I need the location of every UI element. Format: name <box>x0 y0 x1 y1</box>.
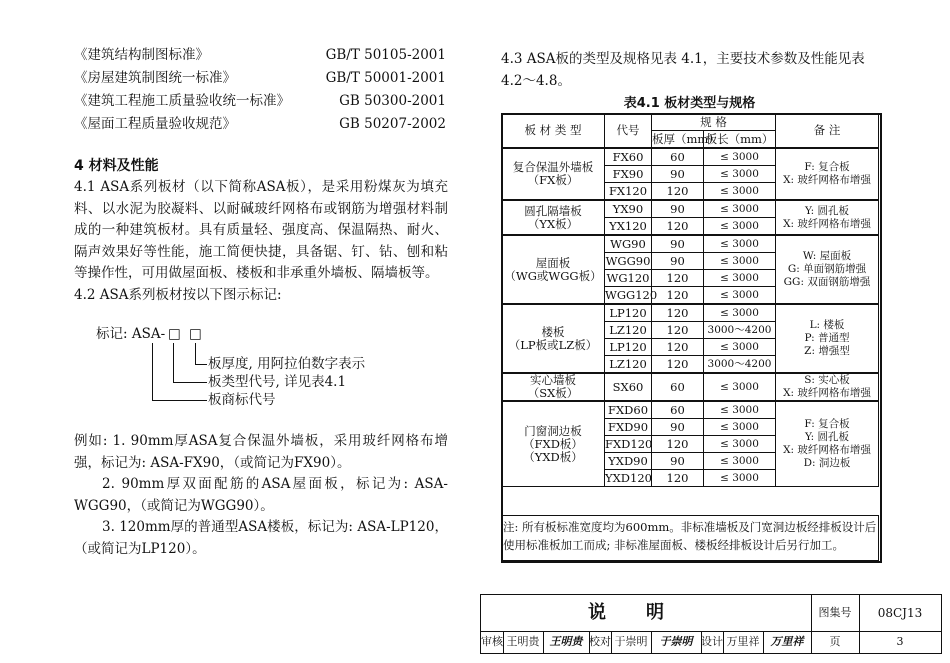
cell-note <box>776 304 879 373</box>
board-type-line: 门窗洞边板 <box>524 423 582 438</box>
header-spec: 规 格 <box>652 114 776 131</box>
cell-code: YXD120 <box>605 470 652 485</box>
board-type-line: 圆孔隔墙板 <box>524 203 582 218</box>
table-row <box>502 148 879 166</box>
cell-thickness: 90 <box>652 453 704 470</box>
note-line: P: 普通型 <box>804 332 850 344</box>
designer-name: 万里祥 <box>726 635 760 648</box>
marking-vendor-text: 板商标代号 <box>208 392 276 408</box>
cell-thickness: 120 <box>652 218 704 236</box>
cell-thickness: 90 <box>652 200 704 218</box>
reviewer-name: 王明贵 <box>506 635 540 648</box>
cell-length: ≤ 3000 <box>704 148 776 166</box>
board-type-line: （WG或WGG板） <box>504 268 602 283</box>
cell-code: FXD90 <box>605 419 652 436</box>
leader-line <box>195 364 207 365</box>
paragraph-4-2 <box>74 285 448 307</box>
cell-board-type <box>502 304 605 373</box>
standard-name: 《建筑结构制图标准》 <box>74 47 209 63</box>
board-type-line: （SX板） <box>527 386 579 400</box>
note-line: Y: 圆孔板 <box>804 431 849 443</box>
spec-table <box>501 113 879 487</box>
leader-line <box>152 343 153 401</box>
paragraph-text: 4.2 ASA系列板材按以下图示标记: <box>74 287 282 303</box>
cell-length: ≤ 3000 <box>704 470 776 487</box>
note-line: F: 复合板 <box>804 161 850 173</box>
note-line: X: 玻纤网格布增强 <box>783 387 871 399</box>
cell-code: LZ120 <box>605 356 652 374</box>
example-3 <box>74 517 448 560</box>
cell-code: LZ120 <box>605 322 652 339</box>
cell-length: ≤ 3000 <box>704 401 776 419</box>
cell-code: SX60 <box>605 373 652 401</box>
cell-board-type <box>502 200 605 235</box>
header-note: 备 注 <box>776 114 879 149</box>
leader-line <box>195 343 196 365</box>
marking-type-text: 板类型代号, 详见表4.1 <box>208 374 347 390</box>
cell-length: ≤ 3000 <box>704 304 776 322</box>
cell-length: ≤ 3000 <box>704 270 776 287</box>
cell-thickness: 120 <box>652 287 704 305</box>
table-row <box>502 373 879 401</box>
standard-name: 《建筑工程施工质量验收统一标准》 <box>74 93 290 109</box>
note-line: F: 复合板 <box>804 418 850 430</box>
board-type-line: 屋面板 <box>535 255 571 270</box>
note-line: G: 单面钢筋增强 <box>787 263 867 275</box>
example-text: 例如: 1. 90mm厚ASA复合保温外墙板，采用玻纤网格布增强，标记为: ASA-FX90，（或简记为FX90）。 <box>74 433 448 471</box>
cell-code: WG120 <box>605 270 652 287</box>
cell-thickness: 120 <box>652 183 704 201</box>
board-type-line: （LP板或LZ板） <box>508 337 598 352</box>
note-line: L: 楼板 <box>809 319 845 331</box>
standard-item <box>74 113 446 135</box>
cell-thickness: 120 <box>652 470 704 487</box>
header-thickness: 板厚（mm） <box>652 131 704 149</box>
cell-note <box>776 401 879 487</box>
review-label: 审核 <box>481 635 503 648</box>
note-line: X: 玻纤网格布增强 <box>783 217 871 230</box>
cell-thickness: 90 <box>652 166 704 183</box>
reviewer-signature: 王明贵 <box>549 635 583 648</box>
table-row <box>502 200 879 218</box>
cell-length: ≤ 3000 <box>704 373 776 401</box>
cell-code: FXD120 <box>605 436 653 451</box>
cell-board-type <box>502 401 605 487</box>
cell-code: LP120 <box>605 339 652 356</box>
cell-length: ≤ 3000 <box>704 436 776 453</box>
note-line: S: 实心板 <box>804 374 850 386</box>
cell-note <box>776 200 879 235</box>
cell-thickness: 120 <box>652 339 704 356</box>
example-text: 2. 90mm厚双面配筋的ASA屋面板，标记为: ASA-WGG90，（或简记为WGG90）。 <box>74 476 448 514</box>
cell-code: FX60 <box>605 148 652 166</box>
note-line: W: 屋面板 <box>802 250 852 262</box>
cell-thickness: 60 <box>652 148 704 166</box>
note-line: X: 玻纤网格布增强 <box>783 444 871 456</box>
marking-box-2: □ <box>189 326 202 342</box>
table-row <box>502 235 879 253</box>
cell-note <box>776 373 879 401</box>
standard-item <box>74 90 446 112</box>
cell-code: WGG120 <box>605 287 652 305</box>
header-type: 板 材 类 型 <box>502 114 605 149</box>
cell-note <box>776 148 879 200</box>
standard-name: 《房屋建筑制图统一标准》 <box>74 70 236 86</box>
title-block <box>480 594 942 654</box>
note-line: X: 玻纤网格布增强 <box>783 174 871 186</box>
cell-code: FXD60 <box>605 401 652 419</box>
cell-thickness: 60 <box>652 401 704 419</box>
paragraph-text: 4.1 ASA系列板材（以下简称ASA板），是采用粉煤灰为填充料、以水泥为胶凝料、以耐碱玻纤网格布或钢筋为增强材料制成的一种建筑板材。具有质量轻、强度高、保温隔热、耐火、隔声效果好等性能，施工简便快捷，具备锯、钉、钻、刨和粘等操作性，可用做屋面板、楼板和非承重外墙板、隔墙板等。 <box>74 179 448 281</box>
cell-note <box>776 235 879 304</box>
cell-board-type <box>502 148 605 200</box>
cell-length: ≤ 3000 <box>704 200 776 218</box>
cell-thickness: 90 <box>652 235 704 253</box>
cell-thickness: 120 <box>652 270 704 287</box>
note-line: D: 洞边板 <box>803 457 851 469</box>
cell-length: ≤ 3000 <box>704 218 776 236</box>
cell-length: ≤ 3000 <box>704 166 776 183</box>
board-type-line: 复合保温外墙板 <box>512 160 594 174</box>
cell-thickness: 120 <box>652 436 704 453</box>
standard-code: GB/T 50001-2001 <box>325 70 446 86</box>
cell-length: ≤ 3000 <box>704 183 776 201</box>
table-row <box>502 304 879 322</box>
design-label: 设计 <box>701 635 723 648</box>
header-length: 板长（mm） <box>704 131 776 149</box>
note-line: Y: 圆孔板 <box>804 204 849 217</box>
atlas-number: 08CJ13 <box>877 606 923 620</box>
example-2 <box>74 474 448 517</box>
leader-line <box>173 343 174 383</box>
cell-code: LP120 <box>605 304 652 322</box>
board-type-line: （FX板） <box>527 173 579 187</box>
cell-length: ≤ 3000 <box>704 287 776 305</box>
cell-length: ≤ 3000 <box>704 419 776 436</box>
cell-code: YX120 <box>605 218 652 236</box>
cell-thickness: 120 <box>652 356 704 374</box>
standard-item <box>74 67 446 89</box>
table-note: 注: 所有板标准宽度均为600mm。非标准墙板及门宽洞边板经排板设计后使用标准板加工而成; 非标准屋面板、楼板经排板设计后另行加工。 <box>501 515 879 561</box>
table-caption: 表4.1 板材类型与规格 <box>623 96 756 111</box>
atlas-label: 图集号 <box>818 606 852 619</box>
note-line: GG: 双面钢筋增强 <box>783 276 871 288</box>
section-4-3: 4.3 ASA板的类型及规格见表 4.1，主要技术参数及性能见表4.2～4.8。 <box>501 51 865 89</box>
cell-length: ≤ 3000 <box>704 253 776 270</box>
cell-code: WG90 <box>605 235 652 253</box>
page-number: 3 <box>896 635 904 648</box>
checker-name: 于崇明 <box>614 635 648 648</box>
cell-length: ≤ 3000 <box>704 339 776 356</box>
board-type-line: 实心墙板 <box>530 373 576 387</box>
cell-code: WGG90 <box>605 253 651 268</box>
check-label: 校对 <box>589 635 611 648</box>
cell-code: YX90 <box>605 200 652 218</box>
leader-line <box>152 400 207 401</box>
cell-thickness: 60 <box>652 373 704 401</box>
cell-length: ≤ 3000 <box>704 235 776 253</box>
board-type-line: （YX板） <box>527 216 579 231</box>
example-1 <box>74 431 448 474</box>
section-heading: 4 材料及性能 <box>74 158 159 174</box>
paragraph-4-1 <box>74 177 448 285</box>
leader-line <box>173 382 207 383</box>
cell-code: FX120 <box>605 183 652 201</box>
marking-box-1: □ <box>168 326 181 342</box>
marking-label: 标记: ASA- <box>96 326 166 342</box>
standard-code: GB/T 50105-2001 <box>325 47 446 63</box>
cell-board-type <box>502 235 605 304</box>
standard-code: GB 50300-2001 <box>339 93 446 109</box>
cell-thickness: 120 <box>652 304 704 322</box>
note-line: Z: 增强型 <box>804 345 850 357</box>
sheet-title: 说明 <box>588 602 704 623</box>
cell-thickness: 90 <box>652 419 704 436</box>
table-row <box>502 401 879 419</box>
board-type-line: 楼板 <box>541 324 565 339</box>
standard-name: 《屋面工程质量验收规范》 <box>74 116 236 132</box>
standard-item <box>74 44 446 66</box>
marking-thickness-text: 板厚度, 用阿拉伯数字表示 <box>208 356 366 372</box>
page-label: 页 <box>829 635 841 648</box>
header-code: 代号 <box>605 114 652 149</box>
example-text: 3. 120mm厚的普通型ASA楼板，标记为: ASA-LP120，（或简记为LP120）。 <box>74 519 448 557</box>
cell-board-type <box>502 373 605 401</box>
cell-code: YXD90 <box>605 453 652 470</box>
designer-signature: 万里祥 <box>770 635 804 648</box>
cell-code: FX90 <box>605 166 652 183</box>
checker-signature: 于崇明 <box>659 635 693 648</box>
cell-thickness: 120 <box>652 322 704 339</box>
cell-thickness: 90 <box>652 253 704 270</box>
cell-length: 3000～4200 <box>704 322 776 339</box>
standard-code: GB 50207-2002 <box>339 116 446 132</box>
board-type-line: （FXD板） <box>523 436 583 451</box>
board-type-line: （YXD板） <box>523 449 583 464</box>
cell-length: 3000～4200 <box>704 356 776 374</box>
cell-length: ≤ 3000 <box>704 453 776 470</box>
